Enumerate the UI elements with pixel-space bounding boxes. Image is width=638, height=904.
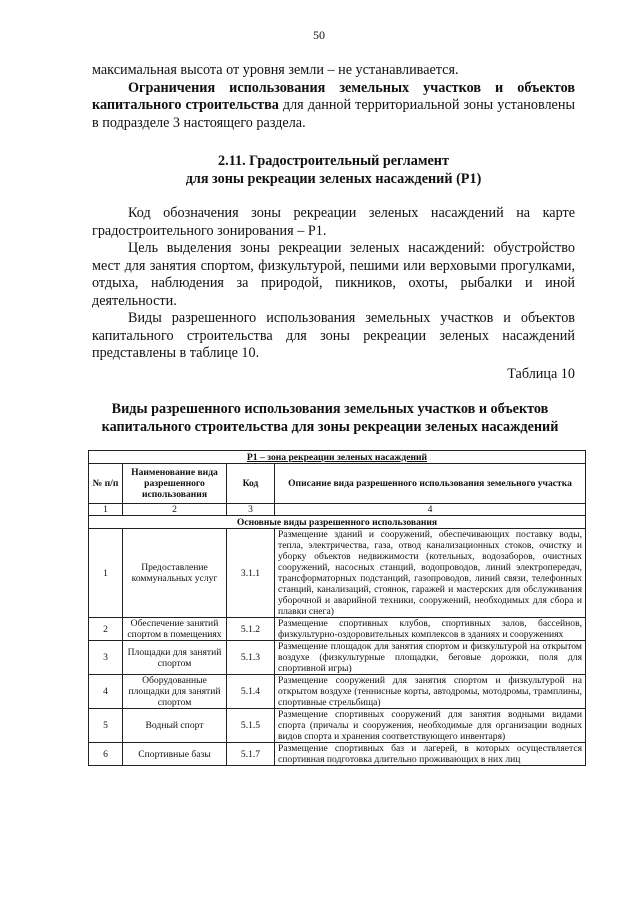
row-number: 1 xyxy=(89,529,123,618)
table-row xyxy=(89,529,586,618)
use-description: Размещение зданий и сооружений, обеспечивающих поставку воды, тепла, электричества, газа, отвод канализационных стоков, очистку и уборку объектов недвижимости (котельных, водозаборов, очистных сооружений, насосных станций, водопроводов, линий электропередач, трансформаторных подстанций, газопроводов, линий связи, телефонных станций, канализаций, стоянок, гаражей и мастерских для обслуживания уборочной и аварийной техники, сооружений, необходимых для сбора и плавки снега) xyxy=(275,529,586,618)
row-number: 4 xyxy=(89,675,123,709)
column-number-3: 3 xyxy=(227,504,275,516)
zone-purpose-paragraph: Цель выделения зоны рекреации зеленых насаждений: обустройство мест для занятия спортом, физкультурой, пешими или верховыми прогулками, отдыха, наблюдения за природой, пикников, охоты, рыбалки и иной деятельности. xyxy=(92,240,575,309)
use-name: Оборудованные площадки для занятий спортом xyxy=(123,675,227,709)
use-code: 5.1.4 xyxy=(227,675,275,709)
table-row xyxy=(89,709,586,743)
zone-code-paragraph: Код обозначения зоны рекреации зеленых насаждений на карте градостроительного зонирования – Р1. xyxy=(92,205,575,239)
table-row xyxy=(89,743,586,766)
permitted-uses-table xyxy=(88,450,586,766)
intro-block xyxy=(92,62,575,132)
use-code: 3.1.1 xyxy=(227,529,275,618)
table-row xyxy=(89,618,586,641)
use-description: Размещение площадок для занятия спортом и физкультурой на открытом воздухе (физкультурные площадки, беговые дорожки, поля для спортивной игры) xyxy=(275,641,586,675)
row-number: 2 xyxy=(89,618,123,641)
restrictions-bold: Ограничения использования земельных участков и объектов капитального строительства xyxy=(92,79,575,113)
section-heading-line2: для зоны рекреации зеленых насаждений (Р1) xyxy=(185,171,482,187)
intro-line: максимальная высота от уровня земли – не устанавливается. xyxy=(92,62,459,78)
table-heading-line1: Виды разрешенного использования земельных участков и объектов xyxy=(111,401,549,417)
use-name: Площадки для занятий спортом xyxy=(123,641,227,675)
page-number: 50 xyxy=(313,28,325,42)
header-code: Код xyxy=(227,464,275,504)
table-label: Таблица 10 xyxy=(507,366,575,382)
restrictions-paragraph xyxy=(92,80,575,133)
use-name: Обеспечение занятий спортом в помещениях xyxy=(123,618,227,641)
use-code: 5.1.5 xyxy=(227,709,275,743)
use-name: Водный спорт xyxy=(123,709,227,743)
row-number: 3 xyxy=(89,641,123,675)
use-code: 5.1.7 xyxy=(227,743,275,766)
table-heading-line2: капитального строительства для зоны рекреации зеленых насаждений xyxy=(101,419,559,435)
header-description: Описание вида разрешенного использования земельного участка xyxy=(275,464,586,504)
permitted-uses-paragraph: Виды разрешенного использования земельных участков и объектов капитального строительства для зоны рекреации зеленых насаждений представлены в таблице 10. xyxy=(92,310,575,361)
section-heading-line1: 2.11. Градостроительный регламент xyxy=(218,153,449,169)
section-heading xyxy=(92,152,575,188)
group-title: Основные виды разрешенного использования xyxy=(89,516,586,529)
column-number-2: 2 xyxy=(123,504,227,516)
use-code: 5.1.2 xyxy=(227,618,275,641)
use-description: Размещение спортивных сооружений для занятия водными видами спорта (причалы и сооружения, необходимые для организации водных видов спорта и хранения соответствующего инвентаря) xyxy=(275,709,586,743)
use-code: 5.1.3 xyxy=(227,641,275,675)
row-number: 6 xyxy=(89,743,123,766)
column-number-1: 1 xyxy=(89,504,123,516)
table-row xyxy=(89,641,586,675)
table-heading xyxy=(60,400,600,436)
use-name: Предоставление коммунальных услуг xyxy=(123,529,227,618)
use-description: Размещение спортивных клубов, спортивных залов, бассейнов, физкультурно-оздоровительных комплексов в зданиях и сооружениях xyxy=(275,618,586,641)
table-row xyxy=(89,675,586,709)
zone-title: Р1 – зона рекреации зеленых насаждений xyxy=(89,451,586,464)
use-description: Размещение спортивных баз и лагерей, в которых осуществляется спортивная подготовка длительно проживающих в них лиц xyxy=(275,743,586,766)
use-name: Спортивные базы xyxy=(123,743,227,766)
use-description: Размещение сооружений для занятия спортом и физкультурой на открытом воздухе (теннисные корты, автодромы, мотодромы, трамплины, спортивные стрельбища) xyxy=(275,675,586,709)
row-number: 5 xyxy=(89,709,123,743)
restrictions-rest: для данной территориальной зоны установлены в подразделе 3 настоящего раздела. xyxy=(92,97,575,131)
header-use-name: Наименование вида разрешенного использования xyxy=(123,464,227,504)
section-body xyxy=(92,205,575,363)
column-number-4: 4 xyxy=(275,504,586,516)
header-number: № п/п xyxy=(89,464,123,504)
